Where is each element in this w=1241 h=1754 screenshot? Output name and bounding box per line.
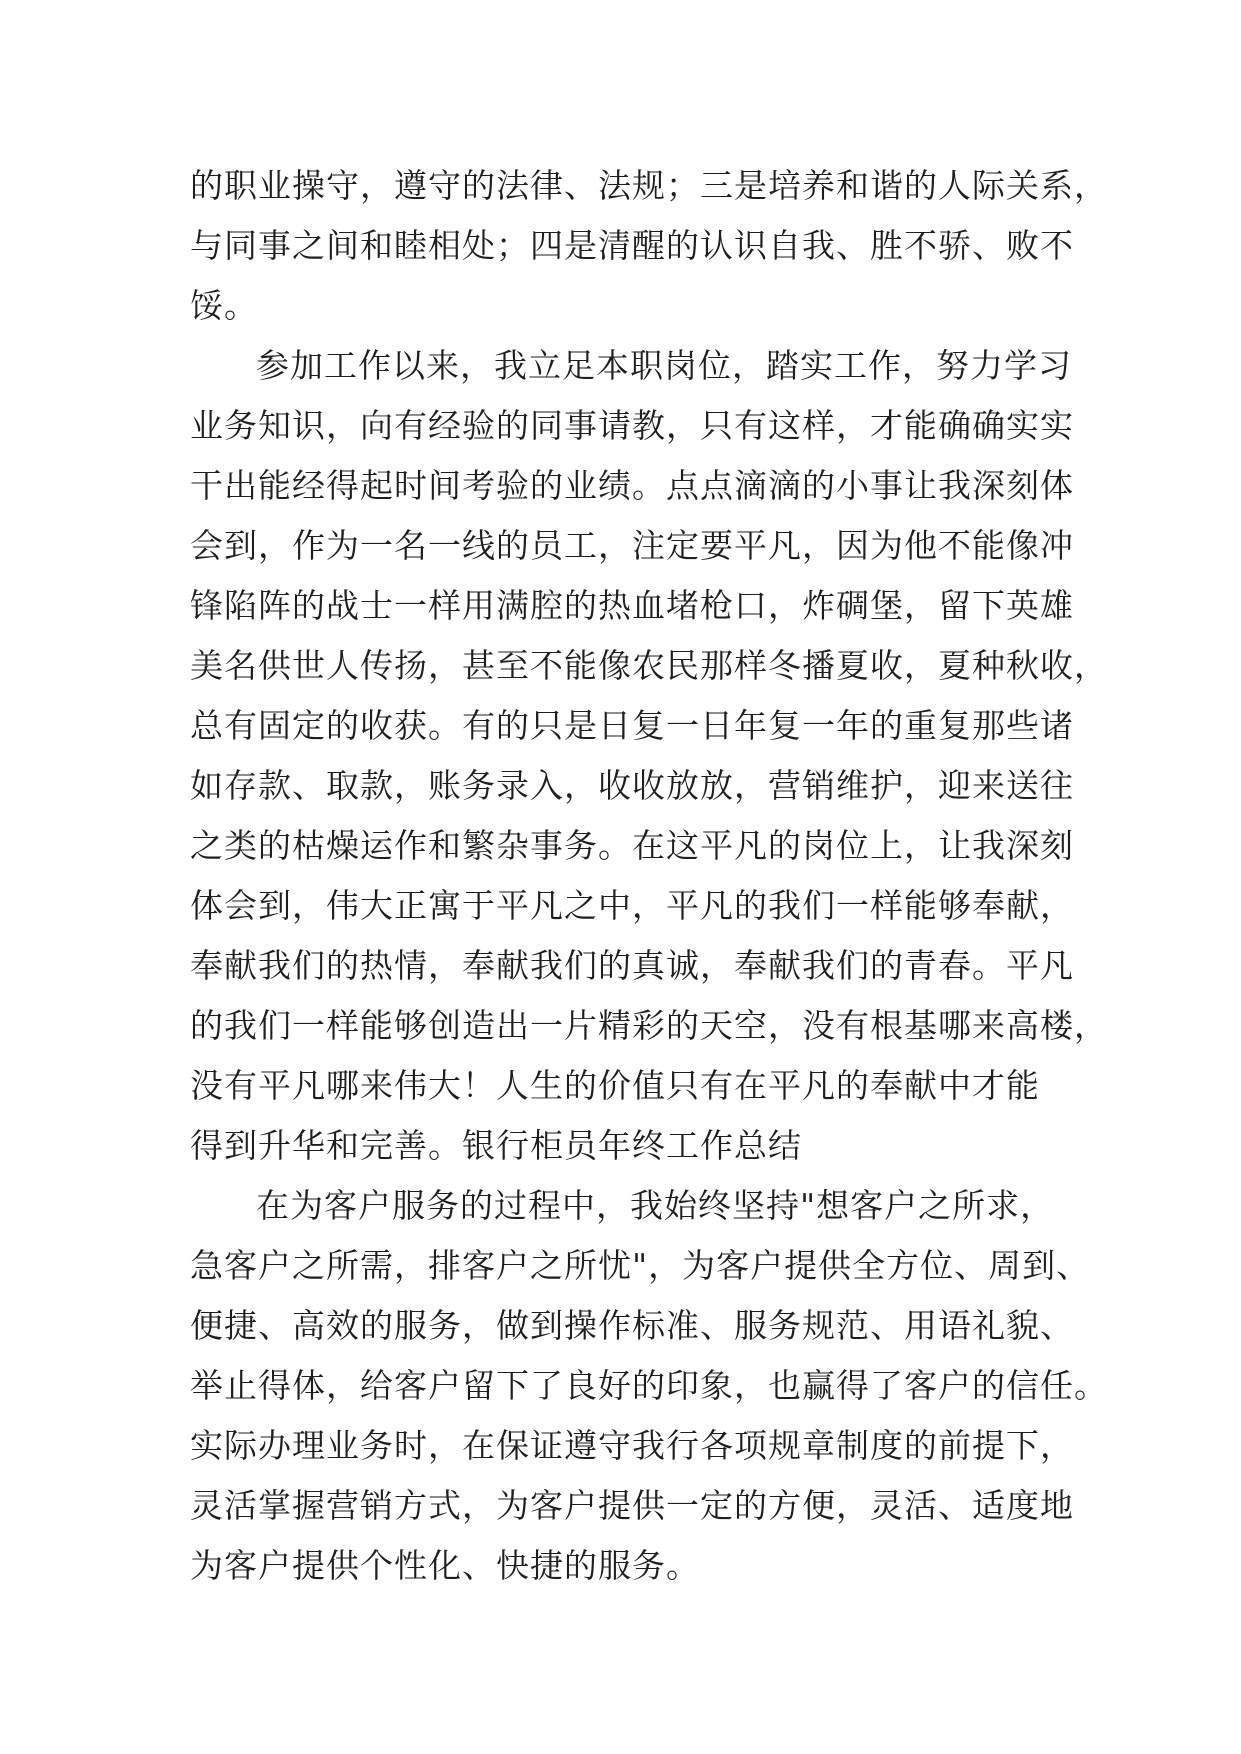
text-line: 体会到，伟大正寓于平凡之中，平凡的我们一样能够奉献， [190,886,1074,925]
text-line: 的职业操守，遵守的法律、法规；三是培养和谐的人际关系， [190,166,1108,205]
text-line: 得到升华和完善。银行柜员年终工作总结 [190,1126,802,1165]
text-line: 灵活掌握营销方式，为客户提供一定的方便，灵活、适度地 [190,1486,1074,1525]
text-line: 举止得体，给客户留下了良好的印象，也赢得了客户的信任。 [190,1366,1108,1405]
document-body [190,156,1108,1596]
text-line: 便捷、高效的服务，做到操作标准、服务规范、用语礼貌、 [190,1306,1074,1345]
text-line: 之类的枯燥运作和繁杂事务。在这平凡的岗位上，让我深刻 [190,826,1074,865]
text-line: 参加工作以来，我立足本职岗位，踏实工作，努力学习 [256,346,1072,385]
text-line: 没有平凡哪来伟大！人生的价值只有在平凡的奉献中才能 [190,1066,1040,1105]
text-line: 业务知识，向有经验的同事请教，只有这样，才能确确实实 [190,406,1074,445]
paragraph [190,336,1108,1176]
paragraph [190,1176,1108,1596]
text-line: 为客户提供个性化、快捷的服务。 [190,1546,700,1585]
text-line: 在为客户服务的过程中，我始终坚持"想客户之所求， [256,1186,1055,1225]
text-line: 实际办理业务时，在保证遵守我行各项规章制度的前提下， [190,1426,1074,1465]
text-line: 总有固定的收获。有的只是日复一日年复一年的重复那些诸 [190,706,1074,745]
text-line: 的我们一样能够创造出一片精彩的天空，没有根基哪来高楼， [190,1006,1108,1045]
text-line: 美名供世人传扬，甚至不能像农民那样冬播夏收，夏种秋收， [190,646,1108,685]
text-line: 急客户之所需，排客户之所忧"，为客户提供全方位、周到、 [190,1246,1091,1285]
text-line: 奉献我们的热情，奉献我们的真诚，奉献我们的青春。平凡 [190,946,1074,985]
paragraph [190,156,1108,336]
text-line: 会到，作为一名一线的员工，注定要平凡，因为他不能像冲 [190,526,1074,565]
text-line: 锋陷阵的战士一样用满腔的热血堵枪口，炸碉堡，留下英雄 [190,586,1074,625]
text-line: 干出能经得起时间考验的业绩。点点滴滴的小事让我深刻体 [190,466,1074,505]
text-line: 如存款、取款，账务录入，收收放放，营销维护，迎来送往 [190,766,1074,805]
text-line: 馁。 [190,286,258,325]
text-line: 与同事之间和睦相处；四是清醒的认识自我、胜不骄、败不 [190,226,1074,265]
